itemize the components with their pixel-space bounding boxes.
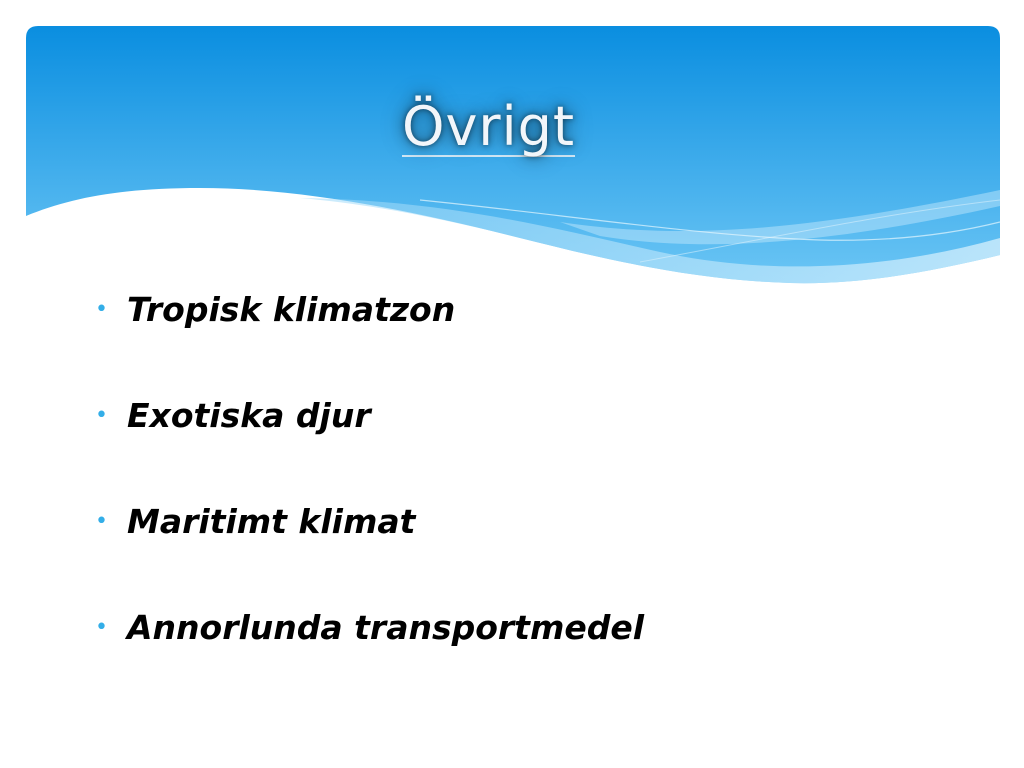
list-item xyxy=(95,285,644,391)
bullet-text: Exotiska djur xyxy=(127,396,371,435)
bullet-icon: • xyxy=(95,509,108,534)
bullet-icon: • xyxy=(95,297,108,322)
slide-title xyxy=(0,95,977,158)
list-item xyxy=(95,391,644,497)
list-item xyxy=(95,603,644,709)
bullet-icon: • xyxy=(95,615,108,640)
bullet-list xyxy=(95,285,644,709)
bullet-text: Maritimt klimat xyxy=(127,502,416,541)
slide-title-text: Övrigt xyxy=(401,95,576,158)
bullet-icon: • xyxy=(95,403,108,428)
bullet-text: Annorlunda transportmedel xyxy=(127,608,645,647)
list-item xyxy=(95,497,644,603)
bullet-text: Tropisk klimatzon xyxy=(127,290,456,329)
